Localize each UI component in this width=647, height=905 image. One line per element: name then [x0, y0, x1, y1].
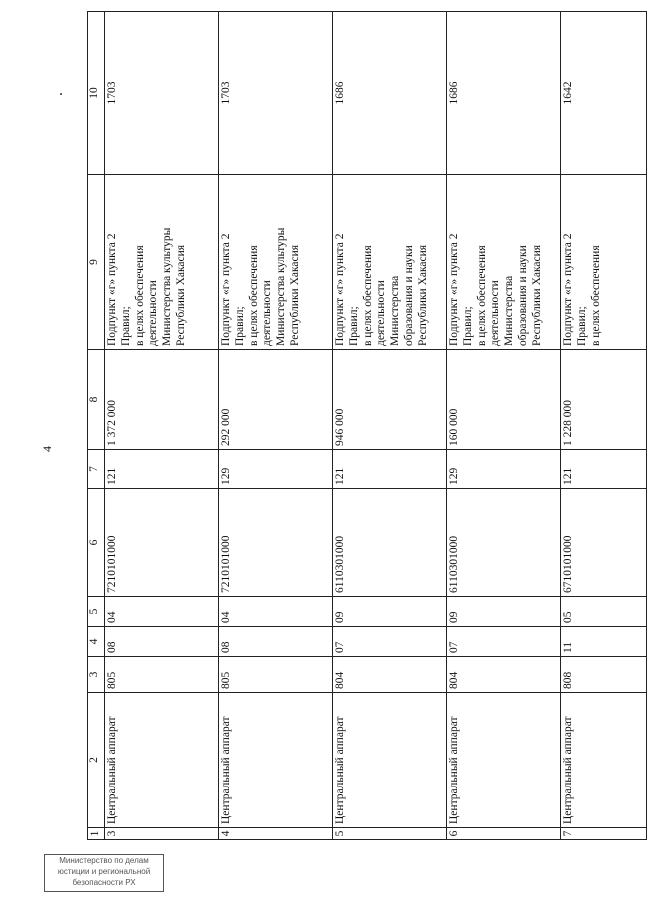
cell-subsection: 04: [219, 597, 333, 627]
unit-name: Центральный аппарат: [447, 693, 561, 828]
cell-code: 804: [447, 657, 561, 693]
cell-code: 804: [333, 657, 447, 693]
cell-reference: 1642: [561, 12, 647, 175]
cell-basis: Подпункт «г» пункта 2 Правил; в целях обеспечения деятельности Министерства образования и науки Республики Хакасия: [333, 175, 447, 350]
cell-target-article: 6110301000: [447, 489, 561, 597]
cell-code: 805: [219, 657, 333, 693]
registration-stamp: [44, 854, 164, 892]
cell-amount: 160 000: [447, 350, 561, 450]
cell-section: 08: [219, 627, 333, 657]
column-header: 7: [88, 450, 105, 489]
unit-name: Центральный аппарат: [105, 693, 219, 828]
cell-basis: Подпункт «г» пункта 2 Правил; в целях обеспечения деятельности Министерства образования и науки Республики Хакасия: [447, 175, 561, 350]
table-container: [87, 58, 602, 840]
cell-reference: 1703: [105, 12, 219, 175]
cell-amount: 1 228 000: [561, 350, 647, 450]
cell-target-article: 6710101000: [561, 489, 647, 597]
cell-basis: Подпункт «г» пункта 2 Правил; в целях обеспечения: [561, 175, 647, 350]
cell-expense-type: 121: [561, 450, 647, 489]
row-number: 7: [561, 828, 647, 840]
column-header: 1: [88, 828, 105, 840]
row-number: 6: [447, 828, 561, 840]
cell-amount: 1 372 000: [105, 350, 219, 450]
page-number: 4: [40, 446, 54, 452]
column-header: 6: [88, 489, 105, 597]
cell-amount: 292 000: [219, 350, 333, 450]
unit-name: Центральный аппарат: [333, 693, 447, 828]
column-header: 10: [88, 12, 105, 175]
cell-section: 07: [333, 627, 447, 657]
row-number: 3: [105, 828, 219, 840]
column-header: 8: [88, 350, 105, 450]
table-row: [333, 12, 447, 840]
cell-subsection: 04: [105, 597, 219, 627]
row-number: 4: [219, 828, 333, 840]
cell-code: 805: [105, 657, 219, 693]
row-number: 5: [333, 828, 447, 840]
column-header: 9: [88, 175, 105, 350]
cell-basis: Подпункт «г» пункта 2 Правил; в целях обеспечения деятельности Министерства культуры Республики Хакасия: [219, 175, 333, 350]
cell-expense-type: 121: [105, 450, 219, 489]
cell-subsection: 05: [561, 597, 647, 627]
cell-expense-type: 129: [219, 450, 333, 489]
cell-subsection: 09: [333, 597, 447, 627]
cell-amount: 946 000: [333, 350, 447, 450]
cell-target-article: 7210101000: [219, 489, 333, 597]
stamp-line: безопасности РХ: [72, 877, 136, 887]
column-header: 4: [88, 627, 105, 657]
column-header: 5: [88, 597, 105, 627]
stamp-line: юстиции и региональной: [57, 866, 151, 876]
column-number-row: [88, 12, 105, 840]
cell-subsection: 09: [447, 597, 561, 627]
unit-name: Центральный аппарат: [219, 693, 333, 828]
column-header: 3: [88, 657, 105, 693]
cell-reference: 1686: [333, 12, 447, 175]
rotated-table-frame: [87, 58, 602, 840]
table-row: [561, 12, 647, 840]
stamp-line: Министерство по делам: [59, 856, 149, 865]
unit-name: Центральный аппарат: [561, 693, 647, 828]
cell-target-article: 7210101000: [105, 489, 219, 597]
cell-expense-type: 121: [333, 450, 447, 489]
cell-expense-type: 129: [447, 450, 561, 489]
cell-target-article: 6110301000: [333, 489, 447, 597]
cell-code: 808: [561, 657, 647, 693]
table-row: [105, 12, 219, 840]
cell-reference: 1703: [219, 12, 333, 175]
column-header: 2: [88, 693, 105, 828]
cell-section: 07: [447, 627, 561, 657]
cell-section: 08: [105, 627, 219, 657]
table-row: [447, 12, 561, 840]
table-row: [219, 12, 333, 840]
cell-basis: Подпункт «г» пункта 2 Правил; в целях обеспечения деятельности Министерства культуры Республики Хакасия: [105, 175, 219, 350]
budget-table: [87, 11, 647, 840]
scan-speck: [60, 93, 62, 95]
cell-reference: 1686: [447, 12, 561, 175]
cell-section: 11: [561, 627, 647, 657]
